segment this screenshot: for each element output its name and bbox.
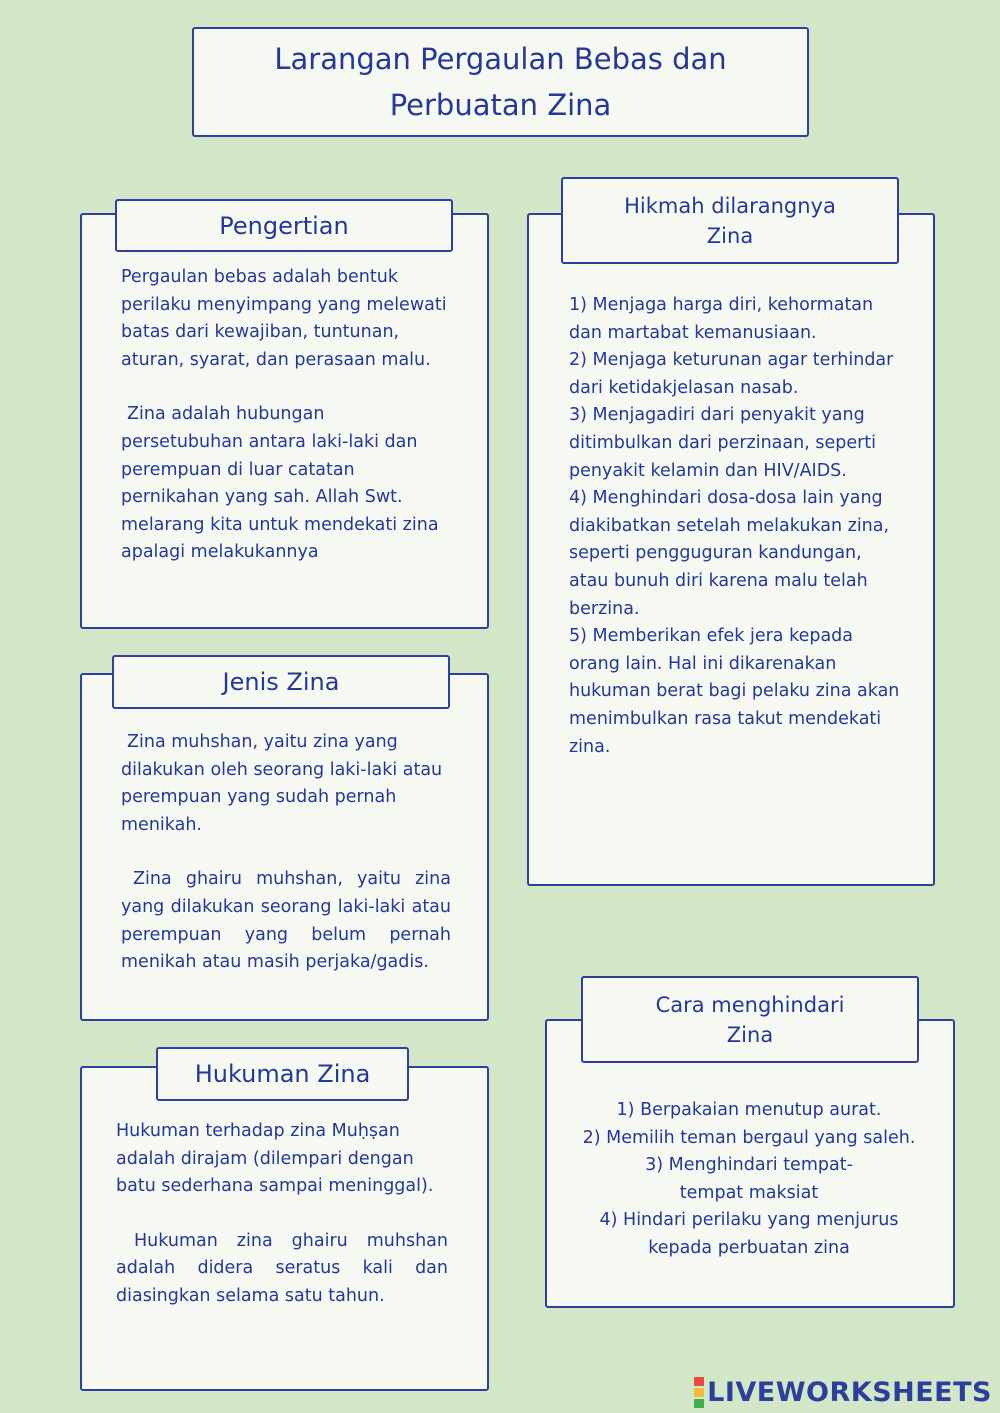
jenis-zina-body xyxy=(121,729,451,977)
jenis-zina-paragraph-1: Zina muhshan, yaitu zina yang dilakukan oleh seorang laki-laki atau perempuan yang sudah pernah menikah. xyxy=(121,732,443,835)
hikmah-heading-line-1: Hikmah dilarangnya xyxy=(624,193,836,218)
hikmah-item-3: 3) Menjagadiri dari penyakit yang ditimbulkan dari perzinaan, seperti penyakit kelamin dan HIV/AIDS. xyxy=(569,405,877,481)
cara-item-1: 1) Berpakaian menutup aurat. xyxy=(616,1100,882,1120)
cara-heading-line-1: Cara menghindari xyxy=(655,992,845,1017)
liveworksheets-brand-text: LIVEWORKSHEETS xyxy=(707,1377,992,1408)
pengertian-paragraph-1: Pergaulan bebas adalah bentuk perilaku menyimpang yang melewati batas dari kewajiban, tuntunan, aturan, syarat, dan perasaan malu. xyxy=(121,267,447,370)
hukuman-zina-heading-box xyxy=(156,1047,409,1101)
pengertian-heading-box xyxy=(115,199,453,252)
cara-item-4: 4) Hindari perilaku yang menjurus kepada perbuatan zina xyxy=(599,1210,899,1258)
page-title-line-1: Larangan Pergaulan Bebas dan xyxy=(274,42,727,76)
pengertian-body xyxy=(121,264,451,567)
cara-heading-line-2: Zina xyxy=(726,1022,774,1047)
jenis-zina-paragraph-2: Zina ghairu muhshan, yaitu zina yang dilakukan seorang laki-laki atau perempuan yang belum pernah menikah atau masih perjaka/gadis. xyxy=(121,869,451,973)
hikmah-heading-line-2: Zina xyxy=(706,223,754,248)
hukuman-zina-body xyxy=(116,1118,448,1311)
hukuman-zina-paragraph-1: Hukuman terhadap zina Muḥṣan adalah dirajam (dilempari dengan batu sederhana sampai meninggal). xyxy=(116,1121,434,1197)
hikmah-list xyxy=(569,292,904,761)
pengertian-paragraph-2: Zina adalah hubungan persetubuhan antara laki-laki dan perempuan di luar catatan pernikahan yang sah. Allah Swt. melarang kita untuk mendekati zina apalagi melakukannya xyxy=(121,404,439,563)
cara-item-2: 2) Memilih teman bergaul yang saleh. xyxy=(582,1127,916,1148)
hikmah-item-2: 2) Menjaga keturunan agar terhindar dari ketidakjelasan nasab. xyxy=(569,350,894,398)
jenis-zina-heading: Jenis Zina xyxy=(222,668,340,696)
pengertian-heading: Pengertian xyxy=(219,211,349,240)
page-title-line-2: Perbuatan Zina xyxy=(389,88,612,122)
liveworksheets-logo xyxy=(694,1376,992,1409)
hukuman-zina-heading: Hukuman Zina xyxy=(194,1060,371,1088)
hikmah-heading-box xyxy=(561,177,899,264)
hukuman-zina-paragraph-2: Hukuman zina ghairu muhshan adalah didera seratus kali dan diasingkan selama satu tahun. xyxy=(116,1230,448,1306)
cara-heading-box xyxy=(581,976,919,1063)
hikmah-item-5: 5) Memberikan efek jera kepada orang lain. Hal ini dikarenakan hukuman berat bagi pelaku zina akan menimbulkan rasa takut mendekati zina. xyxy=(569,626,900,757)
title-box xyxy=(192,27,809,137)
cara-item-3: 3) Menghindari tempat-tempat maksiat xyxy=(645,1155,853,1203)
hikmah-item-1: 1) Menjaga harga diri, kehormatan dan martabat kemanusiaan. xyxy=(569,295,874,343)
page-title xyxy=(274,36,726,128)
liveworksheets-logo-icon xyxy=(694,1376,704,1409)
cara-list xyxy=(570,1097,928,1263)
jenis-zina-heading-box xyxy=(112,655,450,709)
hikmah-item-4: 4) Menghindari dosa-dosa lain yang diakibatkan setelah melakukan zina, seperti pengguguran kandungan, atau bunuh diri karena malu telah berzina. xyxy=(569,488,890,619)
